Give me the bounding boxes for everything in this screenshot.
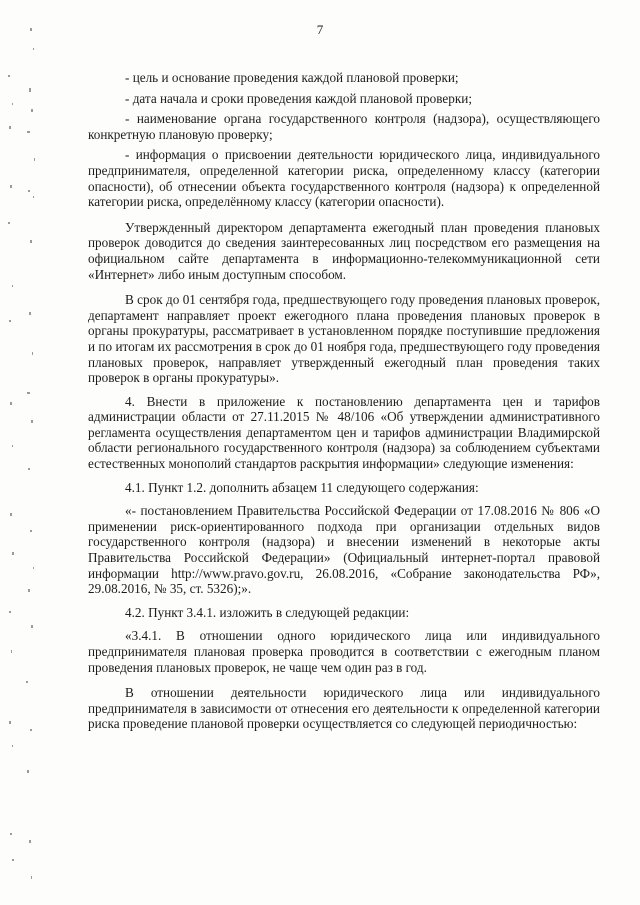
document-body <box>88 70 600 732</box>
list-item-authority-name: - наименование органа государственного контроля (надзора), осуществляющего конкретную плановую проверку; <box>88 111 600 142</box>
paragraph-amendment-4: 4. Внести в приложение к постановлению департамента цен и тарифов администрации области от 27.11.2015 № 48/106 «Об утверждении административного регламента осуществления департаментом цен и тарифов администрации Владимирской области регионального государственного контроля (надзора) за соблюдением субъектами естественных монополий стандартов раскрытия информации» следующие изменения: <box>88 393 600 472</box>
list-item-purpose: - цель и основание проведения каждой плановой проверки; <box>125 70 459 85</box>
paragraph-clause-3-4-1: «3.4.1. В отношении одного юридического лица или индивидуального предпринимателя плановая проверка проводится в соответствии с ежегодным планом проведения плановых проверок, не чаще чем один раз в год. <box>88 628 600 675</box>
paragraph-inspection-frequency: В отношении деятельности юридического лица или индивидуального предпринимателя в зависимости от отнесения его деятельности к определенной категории риска проведение плановой проверки осуществляется со следующей периодичностью: <box>88 685 600 732</box>
list-item-risk-category: - информация о присвоении деятельности юридического лица, индивидуального предпринимателя, определенной категории риска, определенному классу (категории опасности), об отнесении объекта государственного контроля (надзора) к определенной категории риска, определённому классу (категории опасности). <box>88 147 600 210</box>
list-item-start-date: - дата начала и сроки проведения каждой плановой проверки; <box>125 90 472 106</box>
paragraph-amendment-4-1: 4.1. Пункт 1.2. дополнить абзацем 11 следующего содержания: <box>125 479 479 495</box>
paragraph-prosecutor-deadline: В срок до 01 сентября года, предшествующего году проведения плановых проверок, департамент направляет проект ежегодного плана проведения плановых проверок в органы прокуратуры, рассматривает в установленном порядке поступившие предложения и по итогам их рассмотрения в срок до 01 ноября года, предшествующего году проведения плановых проверок, направляет утвержденный ежегодный план проведения таких проверок в органы прокуратуры». <box>88 292 600 386</box>
paragraph-resolution-806: «- постановлением Правительства Российской Федерации от 17.08.2016 № 806 «О применении риск-ориентированного подхода при организации отдельных видов государственного контроля (надзора) и внесении изменений в некоторые акты Правительства Российской Федерации» (Официальный интернет-портал правовой информации http://www.pravo.gov.ru, 26.08.2016, «Собрание законодательства РФ», 29.08.2016, № 35, ст. 5326);». <box>88 503 600 597</box>
paragraph-amendment-4-2: 4.2. Пункт 3.4.1. изложить в следующей редакции: <box>125 604 410 620</box>
page-number: 7 <box>316 22 324 37</box>
paragraph-plan-publication: Утвержденный директором департамента ежегодный план проведения плановых проверок доводится до сведения заинтересованных лиц посредством его размещения на официальном сайте департамента в информационно-телекоммуникационной сети «Интернет» либо иным доступным способом. <box>88 219 600 282</box>
scan-margin-specks <box>0 0 60 905</box>
